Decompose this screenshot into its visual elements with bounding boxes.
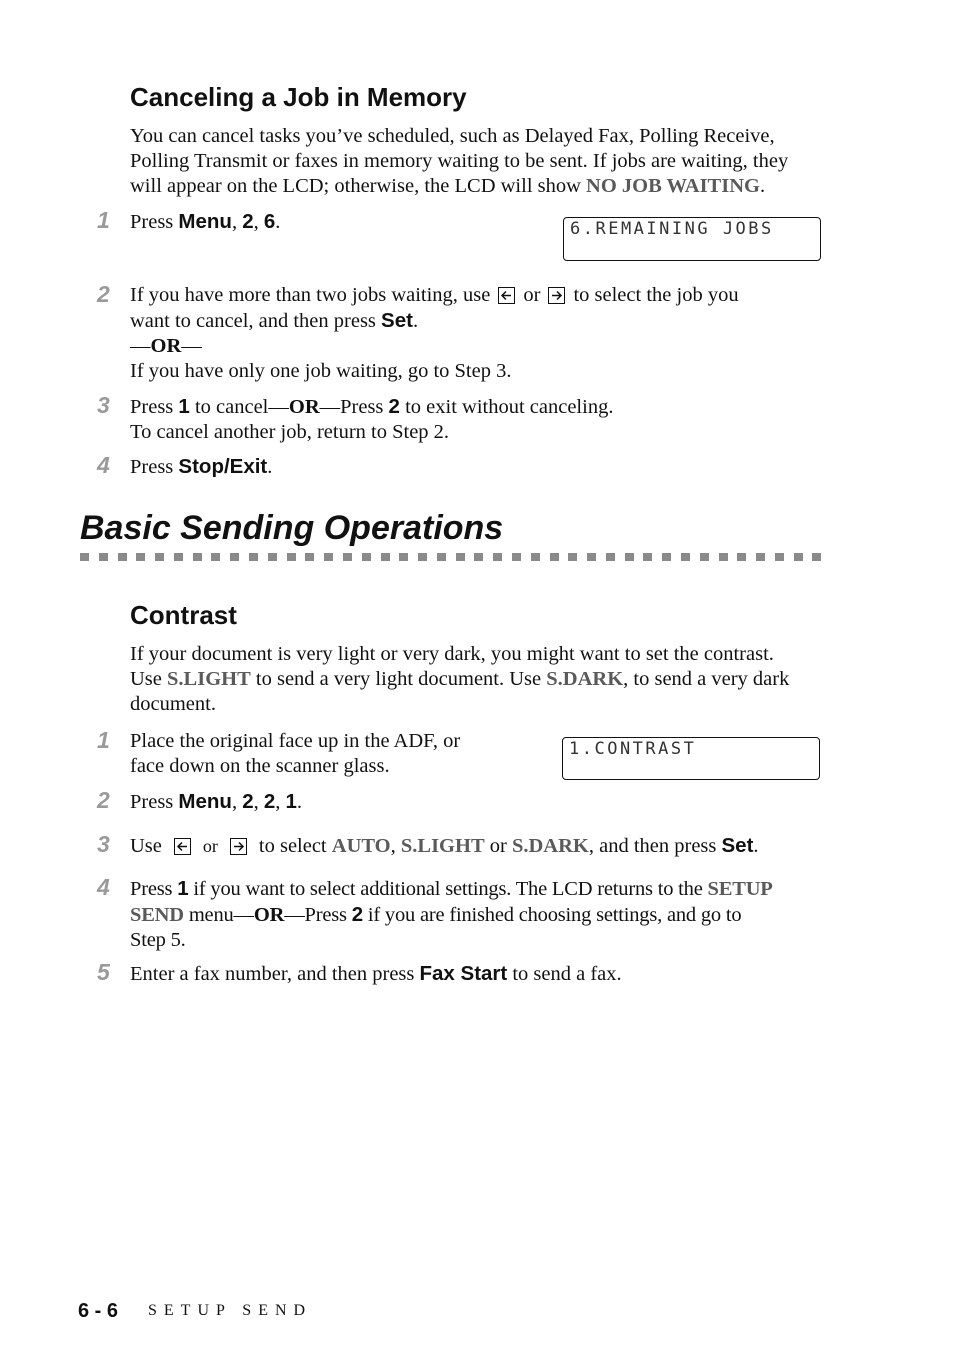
step-number: 5: [97, 959, 110, 985]
step-text: Press 1 to cancel—OR—Press 2 to exit without canceling. To cancel another job, return to Step 2.: [130, 395, 614, 443]
step-text: If you have more than two jobs waiting, use or to select the job you want to cancel, and then press Set. —OR— If you have only one job waiting, go to Step 3.: [130, 284, 739, 382]
step-number: 2: [97, 281, 110, 307]
step-number: 4: [97, 452, 110, 478]
section-heading-contrast: Contrast: [130, 600, 237, 630]
step-text: Press Menu, 2, 2, 1.: [130, 790, 303, 813]
intro-line: You can cancel tasks you’ve scheduled, such as Delayed Fax, Polling Receive,: [130, 125, 775, 147]
step-text: Place the original face up in the ADF, or face down on the scanner glass.: [130, 730, 461, 777]
intro-paragraph: If your document is very light or very dark, you might want to set the contrast. Use S.LIGHT to send a very light document. Use S.DARK, to send a very dark document.: [130, 643, 790, 715]
key-set: Set: [381, 309, 413, 332]
step-text: Press Stop/Exit.: [130, 455, 273, 478]
step-text: Press Menu, 2, 6.: [130, 210, 281, 233]
left-arrow-key-icon: [174, 838, 191, 855]
running-footer-title: SETUP SEND: [148, 1302, 313, 1319]
intro-line: Polling Transmit or faxes in memory waiting to be sent. If jobs are waiting, they: [130, 150, 789, 172]
step-number: 4: [97, 874, 110, 900]
step-text: Press 1 if you want to select additional settings. The LCD returns to the SETUP SEND menu—OR—Press 2 if you are finished choosing settings, and go to Step 5.: [130, 877, 773, 951]
chapter-heading-basic-sending: Basic Sending Operations: [80, 509, 504, 547]
key-menu: Menu: [178, 210, 232, 233]
right-arrow-key-icon: [548, 287, 565, 304]
step-number: 2: [97, 787, 110, 813]
step-number: 1: [97, 207, 110, 233]
lcd-display-contrast: 1.CONTRAST: [562, 737, 820, 780]
intro-line: will appear on the LCD; otherwise, the LCD will show NO JOB WAITING.: [130, 175, 766, 197]
section-heading-canceling: Canceling a Job in Memory: [130, 82, 467, 112]
page-number: 6 - 6: [78, 1300, 119, 1322]
heading-dotted-rule: [80, 553, 822, 561]
step-number: 3: [97, 392, 110, 418]
lcd-text-no-job-waiting: NO JOB WAITING: [586, 175, 760, 197]
right-arrow-key-icon: [230, 838, 247, 855]
key-stop-exit: Stop/Exit: [178, 455, 268, 478]
step-number: 3: [97, 831, 110, 857]
lcd-display-remaining-jobs: 6.REMAINING JOBS: [563, 217, 821, 261]
step-text: Use or to select AUTO, S.LIGHT or S.DARK, and then press Set.: [130, 834, 759, 857]
intro-paragraph: [130, 124, 788, 199]
left-arrow-key-icon: [498, 287, 515, 304]
key-fax-start: Fax Start: [419, 962, 508, 985]
step-number: 1: [97, 727, 110, 753]
step-text: Enter a fax number, and then press Fax Start to send a fax.: [130, 962, 622, 985]
